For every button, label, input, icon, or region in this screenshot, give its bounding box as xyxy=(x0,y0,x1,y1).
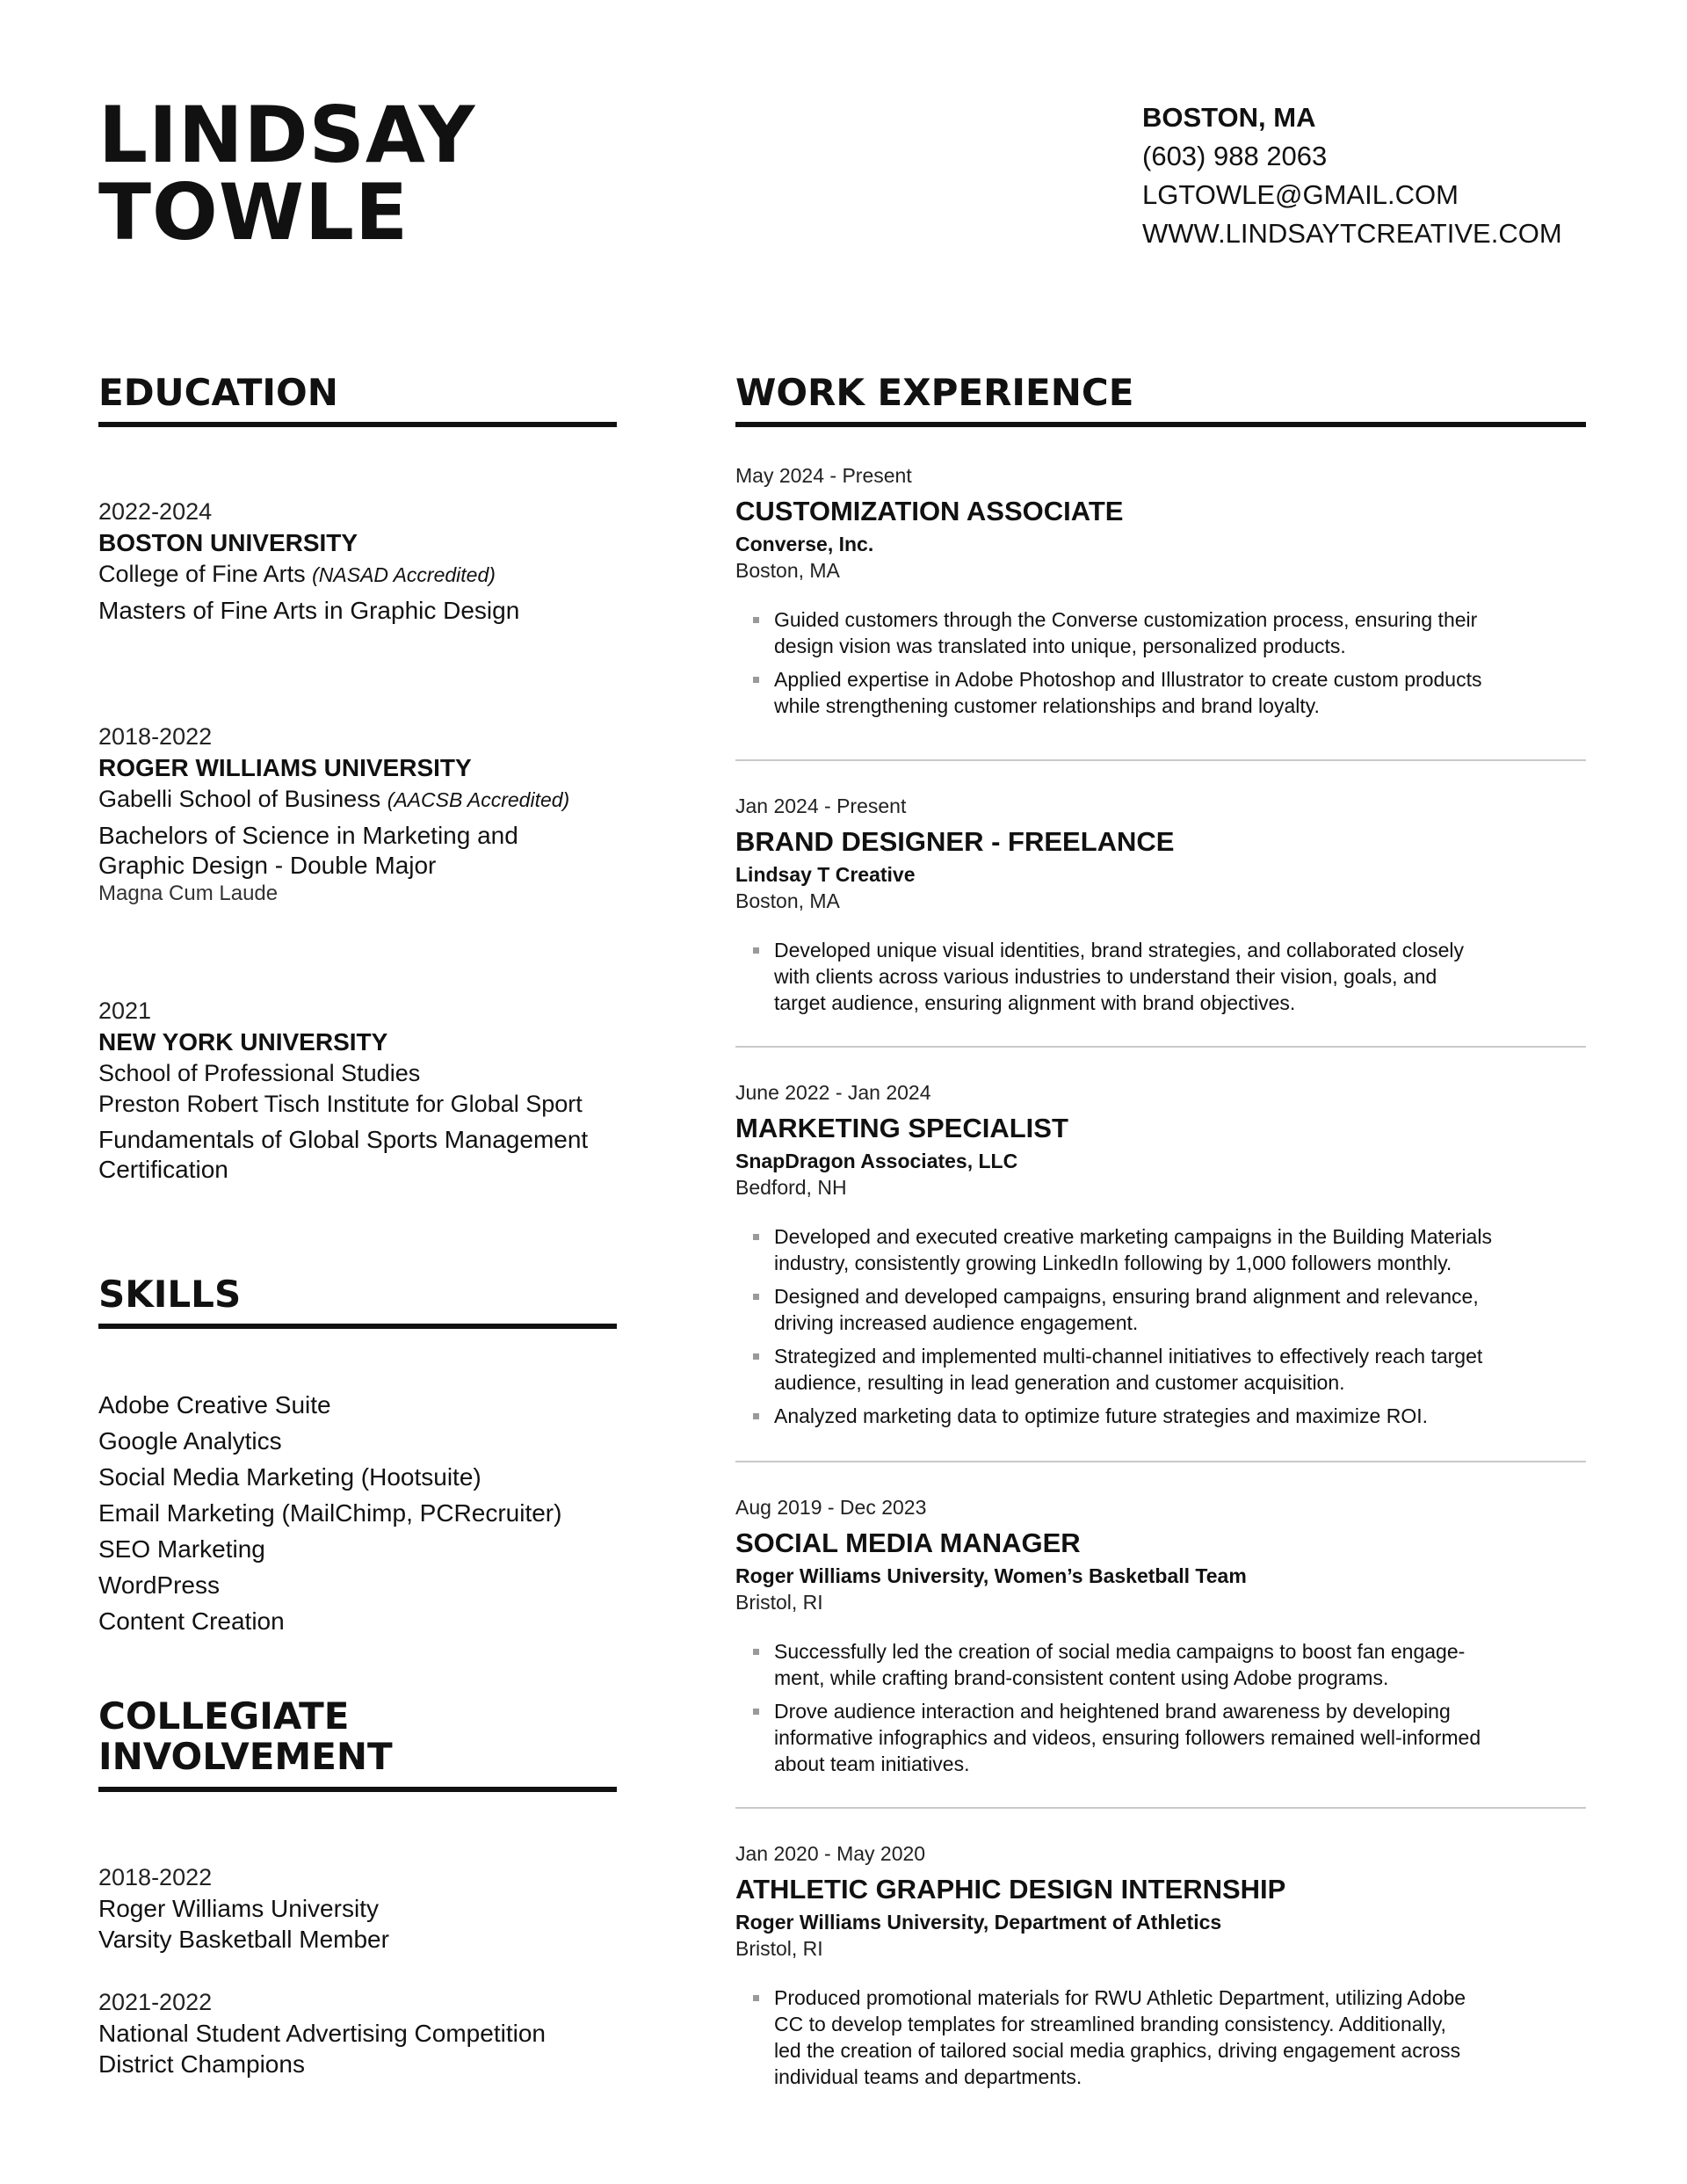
job-divider xyxy=(735,759,1586,761)
job-bullets xyxy=(735,1638,1586,1777)
skill-item: Google Analytics xyxy=(98,1427,282,1455)
involvement-entry xyxy=(98,1861,643,1955)
skill-item: WordPress xyxy=(98,1571,220,1599)
job-entry xyxy=(735,1079,1586,1436)
job-location: Bedford, NH xyxy=(735,1176,847,1199)
involvement-years: 2021-2022 xyxy=(98,1989,213,2015)
job-bullet: Developed and executed creative marketing campaigns in the Building Materials industry, consistently growing LinkedIn following by 1,000 followers monthly. xyxy=(735,1223,1582,1276)
education-rule xyxy=(98,422,617,427)
contact-phone: (603) 988 2063 xyxy=(1142,141,1328,171)
bullet-square-icon xyxy=(753,947,759,954)
job-location: Boston, MA xyxy=(735,559,840,582)
job-entry xyxy=(735,793,1586,1023)
education-accreditation: (NASAD Accredited) xyxy=(312,563,496,586)
education-degree: Fundamentals of Global Sports Management Certification xyxy=(98,1126,589,1183)
education-entry xyxy=(98,496,626,626)
involvement-entry xyxy=(98,1986,643,2079)
job-bullet: Designed and developed campaigns, ensuring brand alignment and relevance, driving increased audience engagement. xyxy=(735,1283,1582,1336)
job-title: MARKETING SPECIALIST xyxy=(735,1113,1068,1143)
work-heading: WORK EXPERIENCE xyxy=(735,371,1134,414)
name-last: TOWLE xyxy=(98,167,409,258)
job-bullet: Strategized and implemented multi-channel initiatives to effectively reach target audience, resulting in lead generation and customer acquisition. xyxy=(735,1343,1582,1396)
job-location: Bristol, RI xyxy=(735,1937,823,1960)
job-bullets xyxy=(735,1223,1586,1429)
education-degree: Masters of Fine Arts in Graphic Design xyxy=(98,597,520,624)
bullet-square-icon xyxy=(753,677,759,683)
bullet-square-icon xyxy=(753,1294,759,1300)
job-bullets xyxy=(735,606,1586,719)
job-bullet: Developed unique visual identities, brand strategies, and collaborated closely with clients across various industries to understand their vision, goals, and target audience, ensuring alignment with brand objectives. xyxy=(735,937,1582,1016)
education-school: NEW YORK UNIVERSITY xyxy=(98,1028,388,1056)
involvement-rule xyxy=(98,1787,617,1792)
job-title: CUSTOMIZATION ASSOCIATE xyxy=(735,496,1124,526)
involvement-line: Varsity Basketball Member xyxy=(98,1926,389,1953)
job-dates: Jan 2020 - May 2020 xyxy=(735,1842,926,1865)
education-degree: Bachelors of Science in Marketing and Graphic Design - Double Major xyxy=(98,822,518,879)
job-location: Boston, MA xyxy=(735,889,840,912)
contact-block xyxy=(1142,98,1562,253)
job-divider xyxy=(735,1461,1586,1462)
job-bullets xyxy=(735,1984,1586,2090)
involvement-line: National Student Advertising Competition xyxy=(98,2020,546,2047)
work-rule xyxy=(735,422,1586,427)
job-entry xyxy=(735,462,1586,726)
education-school: BOSTON UNIVERSITY xyxy=(98,529,358,556)
education-school: ROGER WILLIAMS UNIVERSITY xyxy=(98,754,472,781)
job-bullet: Applied expertise in Adobe Photoshop and Illustrator to create custom products while strengthening customer relationships and brand loyalty. xyxy=(735,666,1582,719)
job-location: Bristol, RI xyxy=(735,1591,823,1614)
job-bullets xyxy=(735,937,1586,1016)
involvement-line: Roger Williams University xyxy=(98,1895,379,1922)
job-bullet: Drove audience interaction and heightened brand awareness by developing informative infographics and videos, ensuring followers remained well-informed about team initiatives. xyxy=(735,1698,1582,1777)
job-title: SOCIAL MEDIA MANAGER xyxy=(735,1527,1081,1558)
bullet-square-icon xyxy=(753,617,759,623)
job-entry xyxy=(735,1840,1586,2097)
skill-item: Adobe Creative Suite xyxy=(98,1391,331,1419)
involvement-years: 2018-2022 xyxy=(98,1864,213,1890)
contact-city: BOSTON, MA xyxy=(1142,102,1316,133)
job-title: BRAND DESIGNER - FREELANCE xyxy=(735,826,1175,857)
job-divider xyxy=(735,1046,1586,1048)
bullet-square-icon xyxy=(753,1234,759,1240)
job-title: ATHLETIC GRAPHIC DESIGN INTERNSHIP xyxy=(735,1874,1286,1905)
skill-item: Social Media Marketing (Hootsuite) xyxy=(98,1463,481,1491)
job-divider xyxy=(735,1807,1586,1809)
education-entry xyxy=(98,995,626,1185)
job-company: SnapDragon Associates, LLC xyxy=(735,1150,1018,1172)
skill-item: Content Creation xyxy=(98,1607,285,1635)
job-bullet: Guided customers through the Converse customization process, ensuring their design vision was translated into unique, personalized products. xyxy=(735,606,1582,659)
contact-website[interactable]: WWW.LINDSAYTCREATIVE.COM xyxy=(1142,218,1562,249)
job-company: Roger Williams University, Department of Athletics xyxy=(735,1911,1222,1934)
skills-heading: SKILLS xyxy=(98,1273,242,1316)
education-years: 2022-2024 xyxy=(98,498,213,525)
job-company: Roger Williams University, Women’s Basketball Team xyxy=(735,1564,1247,1587)
contact-email[interactable]: LGTOWLE@GMAIL.COM xyxy=(1142,179,1459,210)
job-company: Lindsay T Creative xyxy=(735,863,916,886)
education-entry xyxy=(98,721,626,907)
education-honor: Magna Cum Laude xyxy=(98,882,279,905)
education-college: College of Fine Arts (NASAD Accredited) xyxy=(98,561,496,587)
job-company: Converse, Inc. xyxy=(735,533,874,555)
bullet-square-icon xyxy=(753,1413,759,1419)
bullet-square-icon xyxy=(753,1709,759,1715)
job-dates: Aug 2019 - Dec 2023 xyxy=(735,1496,927,1519)
education-college: School of Professional Studies xyxy=(98,1060,421,1086)
job-dates: June 2022 - Jan 2024 xyxy=(735,1081,931,1104)
education-years: 2021 xyxy=(98,998,152,1024)
skill-item: Email Marketing (MailChimp, PCRecruiter) xyxy=(98,1499,562,1527)
job-entry xyxy=(735,1494,1586,1784)
bullet-square-icon xyxy=(753,1649,759,1655)
skills-list xyxy=(98,1387,561,1639)
education-institute: Preston Robert Tisch Institute for Global Sport xyxy=(98,1091,583,1117)
involvement-heading: COLLEGIATE INVOLVEMENT xyxy=(98,1694,393,1778)
skills-rule xyxy=(98,1324,617,1329)
name-first: LINDSAY xyxy=(98,90,476,180)
bullet-square-icon xyxy=(753,1995,759,2001)
job-dates: Jan 2024 - Present xyxy=(735,795,907,817)
job-bullet: Produced promotional materials for RWU Athletic Department, utilizing Adobe CC to develop templates for streamlined branding consistency. Additionally, led the creation of tailored social media graphics, driving engagement across individual teams and departments. xyxy=(735,1984,1582,2090)
job-dates: May 2024 - Present xyxy=(735,464,912,487)
job-bullet: Analyzed marketing data to optimize future strategies and maximize ROI. xyxy=(735,1403,1582,1429)
education-heading: EDUCATION xyxy=(98,371,338,414)
candidate-name xyxy=(98,90,476,258)
job-bullet: Successfully led the creation of social media campaigns to boost fan engage- ment, while crafting brand-consistent content using Adobe programs. xyxy=(735,1638,1582,1691)
education-years: 2018-2022 xyxy=(98,723,213,750)
involvement-line: District Champions xyxy=(98,2050,305,2078)
skill-item: SEO Marketing xyxy=(98,1535,265,1563)
education-accreditation: (AACSB Accredited) xyxy=(387,788,570,811)
education-college: Gabelli School of Business (AACSB Accredited) xyxy=(98,786,570,812)
bullet-square-icon xyxy=(753,1353,759,1360)
